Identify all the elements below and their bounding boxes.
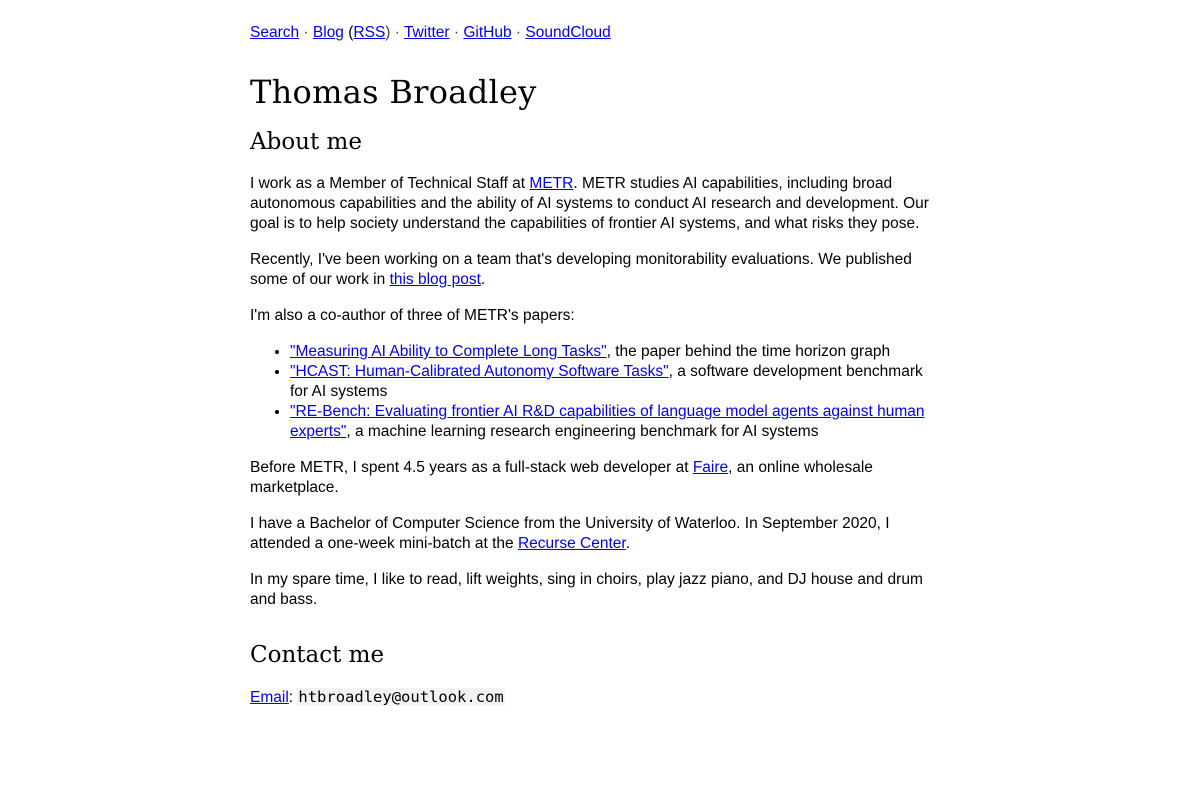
paper-link-long-tasks[interactable]: "Measuring AI Ability to Complete Long Tasks" <box>290 343 607 360</box>
top-nav <box>250 23 945 43</box>
nav-rss-link[interactable]: RSS <box>353 24 386 41</box>
about-paragraph-work <box>250 174 945 234</box>
text: . <box>625 535 630 552</box>
text: I work as a Member of Technical Staff at <box>250 175 530 192</box>
papers-list <box>250 342 945 442</box>
recurse-center-link[interactable]: Recurse Center <box>517 535 626 552</box>
nav-twitter-link[interactable]: Twitter <box>403 24 450 41</box>
list-item <box>290 402 945 442</box>
text: . METR studies AI capabilities, including broad autonomous capabilities and the ability of AI systems to conduct AI research and development. Our goal is to help society understand the capabilities of frontier AI systems, and what risks they pose. <box>250 175 929 232</box>
about-paragraph-papers-intro: I'm also a co-author of three of METR's papers: <box>250 307 575 324</box>
text: , a machine learning research engineering benchmark for AI systems <box>346 423 819 440</box>
page-title: Thomas Broadley <box>250 73 537 111</box>
contact-email-row <box>250 687 945 708</box>
text: . <box>480 271 486 288</box>
nav-search-link[interactable]: Search <box>250 24 300 41</box>
about-heading: About me <box>250 129 362 155</box>
text: : <box>288 689 298 706</box>
email-link[interactable]: Email <box>250 689 289 706</box>
nav-paren-open: ( <box>343 24 354 41</box>
faire-link[interactable]: Faire <box>692 459 729 476</box>
nav-soundcloud-link[interactable]: SoundCloud <box>525 24 611 41</box>
text: Before METR, I spent 4.5 years as a full-stack web developer at <box>250 459 693 476</box>
text: , an online wholesale marketplace. <box>250 459 873 496</box>
email-address: htbroadley@outlook.com <box>298 688 504 706</box>
contact-heading: Contact me <box>250 642 385 668</box>
text: , the paper behind the time horizon graph <box>606 343 891 360</box>
nav-separator: · <box>299 24 313 41</box>
blog-post-link[interactable]: this blog post <box>389 271 481 288</box>
text: Recently, I've been working on a team that's developing monitorability evaluations. We published some of our work in <box>250 251 912 288</box>
nav-separator: · <box>449 24 464 41</box>
page-content <box>250 0 945 708</box>
paper-link-hcast[interactable]: "HCAST: Human-Calibrated Autonomy Software Tasks" <box>290 363 669 380</box>
list-item <box>290 362 945 402</box>
nav-separator: · <box>511 24 526 41</box>
nav-blog-link[interactable]: Blog <box>312 24 344 41</box>
text: , a software development benchmark for AI systems <box>290 363 923 400</box>
text: I have a Bachelor of Computer Science from the University of Waterloo. In September 2020, I attended a one-week mini-batch at the <box>250 515 890 552</box>
about-paragraph-hobbies: In my spare time, I like to read, lift weights, sing in choirs, play jazz piano, and DJ house and drum and bass. <box>250 571 923 608</box>
about-paragraph-faire <box>250 458 945 498</box>
about-paragraph-recent <box>250 250 945 290</box>
nav-paren-close-separator: ) · <box>385 24 404 41</box>
nav-github-link[interactable]: GitHub <box>463 24 512 41</box>
paper-link-re-bench[interactable]: "RE-Bench: Evaluating frontier AI R&D capabilities of language model agents against human experts" <box>290 403 925 440</box>
metr-link[interactable]: METR <box>529 175 574 192</box>
about-paragraph-education <box>250 514 945 554</box>
list-item <box>290 342 945 362</box>
